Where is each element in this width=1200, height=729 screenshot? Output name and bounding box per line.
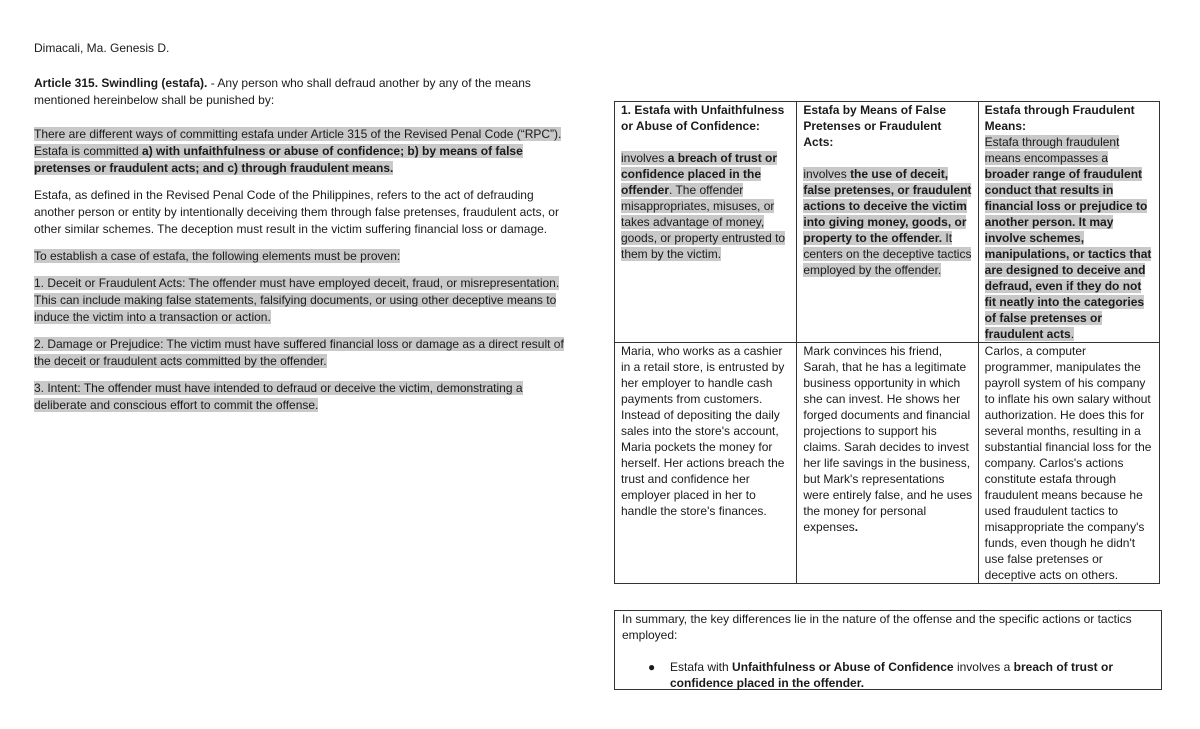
article-text: Any person who shall defraud another by any of the means mentioned hereinbelow shall be punished by: (34, 76, 531, 107)
cell-unfaithfulness: 1. Estafa with Unfaithfulness or Abuse of Confidence: involves a breach of trust or confidence placed in the offender. The offender misappropriates, misuses, or takes advantage of money, goods, or property entrusted to them by the victim. (615, 102, 797, 343)
ways-sentence-1: There are different ways of committing estafa under Article 315 of the Revised Penal Code (“RPC”). (34, 127, 562, 141)
article-intro (34, 75, 574, 109)
left-column (34, 40, 574, 424)
article-dash: - (207, 76, 218, 90)
summary-list (622, 659, 1154, 691)
definition-paragraph: Estafa, as defined in the Revised Penal Code of the Philippines, refers to the act of defrauding another person or entity by intentionally deceiving them through false pretenses, fraudulent acts, or other similar schemes. The deception must result in the victim suffering financial loss or damage. (34, 188, 559, 236)
bullet-icon: ● (648, 660, 656, 674)
header-false-pretenses: Estafa by Means of False Pretenses or Fraudulent Acts: (803, 103, 947, 149)
elements-intro: To establish a case of estafa, the following elements must be proven: (34, 249, 401, 263)
author-name: Dimacali, Ma. Genesis D. (34, 41, 170, 55)
ways-list: a) with unfaithfulness or abuse of confidence; b) by means of false pretenses or fraudulent acts; and c) through fraudulent means. (34, 144, 523, 175)
header-unfaithfulness: 1. Estafa with Unfaithfulness or Abuse of Confidence: (621, 103, 785, 133)
summary-box (614, 610, 1162, 690)
ways-paragraph (34, 126, 574, 177)
element-1: 1. Deceit or Fraudulent Acts: The offender must have employed deceit, fraud, or misrepresentation. This can include making false statements, falsifying documents, or using other deceptive means to induce the victim into a transaction or action. (34, 276, 560, 324)
table-row-examples (615, 343, 1160, 584)
ways-sentence-2: Estafa is committed (34, 144, 143, 158)
header-fraudulent-means: Estafa through Fraudulent Means: (984, 103, 1135, 133)
cell-false-pretenses: Estafa by Means of False Pretenses or Fraudulent Acts: involves the use of deceit, false pretenses, or fraudulent actions to deceive the victim into giving money, goods, or property to the offender. It centers on the deceptive tactics employed by the offender. (797, 102, 978, 343)
table-row-descriptions (615, 102, 1160, 343)
list-item: ● Estafa with Unfaithfulness or Abuse of Confidence involves a breach of trust or confidence placed in the offender. (648, 660, 1113, 690)
example-fraudulent-means: Carlos, a computer programmer, manipulates the payroll system of his company to inflate his own salary without authorization. He does this for several months, resulting in a substantial financial loss for the company. Carlos's actions constitute estafa through fraudulent means because he used fraudulent tactics to misappropriate the company's funds, even though he didn't use false pretenses or deceptive acts on others. (978, 343, 1159, 584)
example-unfaithfulness: Maria, who works as a cashier in a retail store, is entrusted by her employer to handle cash payments from customers. Instead of depositing the daily sales into the store's account, Maria pockets the money for herself. Her actions breach the trust and confidence her employer placed in her to handle the store's finances. (615, 343, 797, 584)
summary-text: In summary, the key differences lie in the nature of the offense and the specific actions or tactics employed: (622, 612, 1132, 642)
comparison-table (614, 101, 1160, 584)
example-false-pretenses: Mark convinces his friend, Sarah, that he has a legitimate business opportunity in which she can invest. He shows her forged documents and financial projections to support his claims. Sarah decides to invest her life savings in the business, but Mark's representations were entirely false, and he uses the money for personal expenses. (797, 343, 978, 584)
article-title: Article 315. Swindling (estafa). (34, 76, 208, 90)
element-2: 2. Damage or Prejudice: The victim must have suffered financial loss or damage as a direct result of the deceit or fraudulent acts committed by the offender. (34, 337, 564, 368)
cell-fraudulent-means: Estafa through Fraudulent Means: Estafa through fraudulent means encompasses a broader range of fraudulent conduct that results in financial loss or prejudice to another person. It may involve schemes, manipulations, or tactics that are designed to deceive and defraud, even if they do not fit neatly into the categories of false pretenses or fraudulent acts. (978, 102, 1159, 343)
element-3: 3. Intent: The offender must have intended to defraud or deceive the victim, demonstrating a deliberate and conscious effort to commit the offense. (34, 381, 523, 412)
